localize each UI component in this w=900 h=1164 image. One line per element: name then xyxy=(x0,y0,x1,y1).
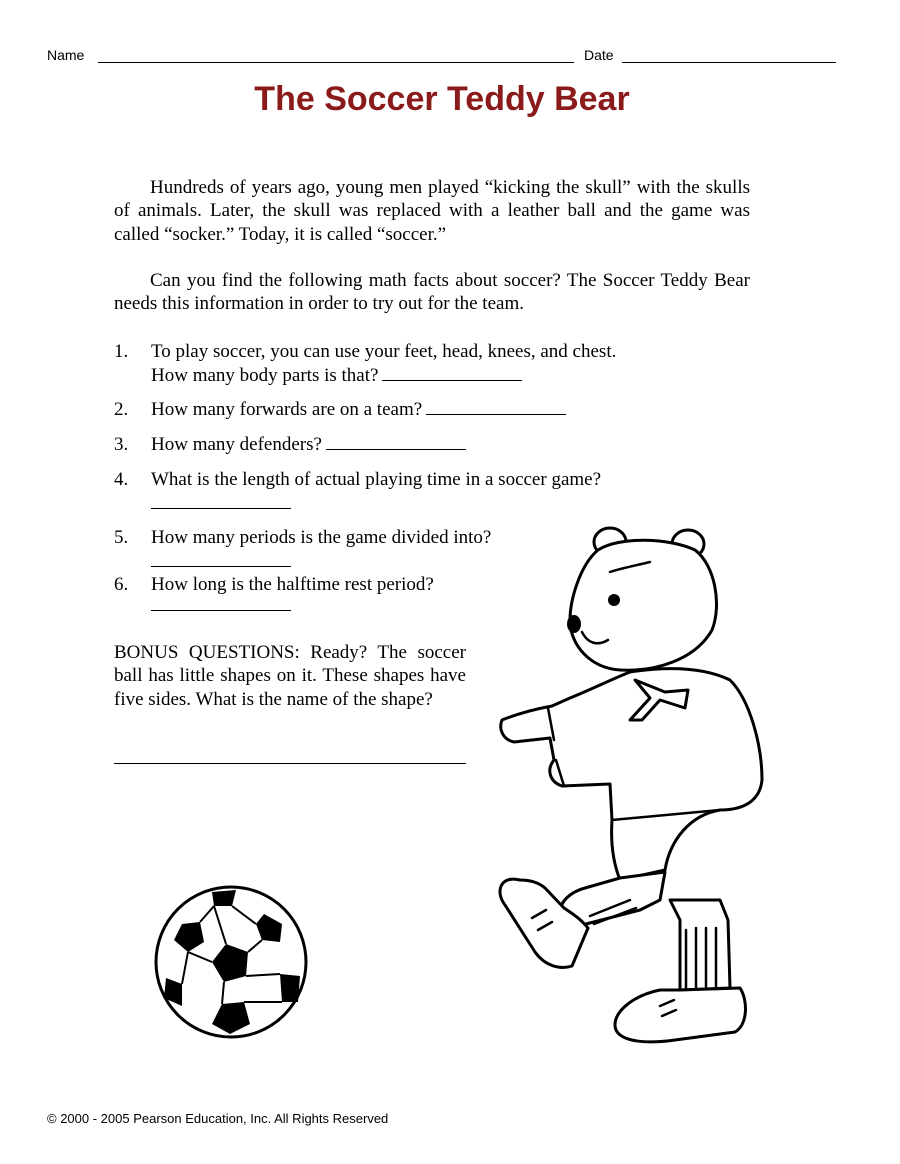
intro-paragraph-1: Hundreds of years ago, young men played “kicking the skull” with the skulls of animals. Later, the skull was replaced with a leather ball and the game was called “socker.” Today, it is called “soccer.” xyxy=(114,177,750,245)
date-label: Date xyxy=(584,47,614,63)
intro-paragraph-2: Can you find the following math facts about soccer? The Soccer Teddy Bear needs this information in order to try out for the team. xyxy=(114,270,750,315)
question-number: 3. xyxy=(114,434,129,455)
soccer-ball-icon xyxy=(152,884,310,1040)
question-text: How many forwards are on a team? xyxy=(151,399,423,420)
question-number: 6. xyxy=(114,574,129,595)
answer-blank-2[interactable] xyxy=(426,414,566,415)
question-text: How long is the halftime rest period? xyxy=(151,574,434,595)
answer-blank-4[interactable] xyxy=(151,508,291,509)
bonus-question: BONUS QUESTIONS: Ready? The soccer ball has little shapes on it. These shapes have five sides. What is the name of the shape? xyxy=(114,642,466,710)
answer-blank-3[interactable] xyxy=(326,449,466,450)
name-field[interactable] xyxy=(98,62,574,63)
question-number: 5. xyxy=(114,527,129,548)
question-text: What is the length of actual playing time in a soccer game? xyxy=(151,469,602,490)
question-text: How many periods is the game divided into? xyxy=(151,527,492,548)
question-number: 2. xyxy=(114,399,129,420)
date-field[interactable] xyxy=(622,62,836,63)
answer-blank-1[interactable] xyxy=(382,380,522,381)
question-text: To play soccer, you can use your feet, head, knees, and chest. xyxy=(151,341,617,362)
answer-blank-5[interactable] xyxy=(151,566,291,567)
name-label: Name xyxy=(47,47,85,63)
copyright-footer: © 2000 - 2005 Pearson Education, Inc. All Rights Reserved xyxy=(47,1111,389,1126)
teddy-bear-icon xyxy=(490,520,780,1055)
answer-blank-6[interactable] xyxy=(151,610,291,611)
bonus-answer-blank[interactable] xyxy=(114,763,466,764)
page-title: The Soccer Teddy Bear xyxy=(254,80,630,118)
question-text: How many defenders? xyxy=(151,434,322,455)
question-number: 1. xyxy=(114,341,129,362)
question-number: 4. xyxy=(114,469,129,490)
question-text-cont: How many body parts is that? xyxy=(151,365,379,386)
